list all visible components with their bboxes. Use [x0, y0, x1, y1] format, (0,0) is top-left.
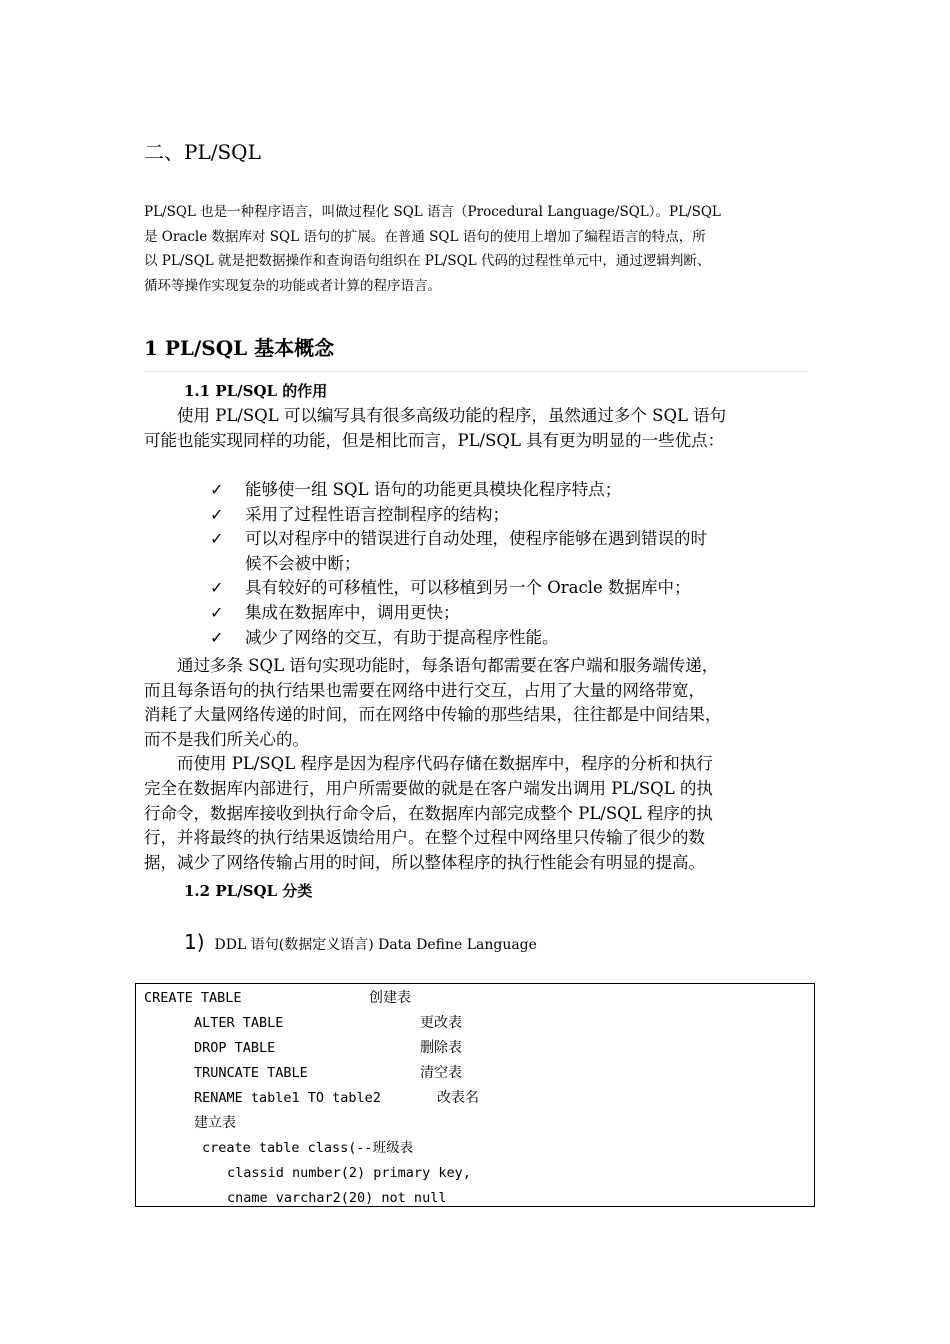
command-name: ALTER TABLE: [194, 1015, 284, 1031]
list-item: ✓ 能够使一组 SQL 语句的功能更具模块化程序特点；: [210, 478, 707, 503]
list-item: ✓ 集成在数据库中，调用更快；: [210, 601, 707, 626]
code-line: cname varchar2(20) not null: [227, 1190, 447, 1206]
section-title: 二、PL/SQL: [144, 140, 261, 164]
paragraph-line: 行命令，数据库接收到执行命令后，在数据库内部完成整个 PL/SQL 程序的执: [144, 803, 713, 823]
paragraph-line: 完全在数据库内部进行，用户所需要做的就是在客户端发出调用 PL/SQL 的执: [144, 778, 713, 798]
code-line: create table class(--班级表: [202, 1140, 414, 1156]
heading-classification: 1.2 PL/SQL 分类: [184, 882, 313, 900]
intro-line: 以 PL/SQL 就是把数据操作和查询语句组织在 PL/SQL 代码的过程性单元中，通过逻辑判断、: [144, 253, 711, 269]
command-description: 改表名: [437, 1090, 479, 1106]
paragraph-line: 消耗了大量网络传递的时间，而在网络中传输的那些结果，往往都是中间结果，: [144, 705, 722, 725]
paragraph-line: 使用 PL/SQL 可以编写具有很多高级功能的程序，虽然通过多个 SQL 语句: [144, 406, 727, 425]
code-subtitle: 建立表: [194, 1115, 236, 1131]
list-item: ✓ 可以对程序中的错误进行自动处理，使程序能够在遇到错误的时: [210, 527, 707, 552]
ddl-subheading: [184, 930, 537, 954]
list-item: ✓ 具有较好的可移植性，可以移植到另一个 Oracle 数据库中；: [210, 576, 707, 601]
paragraph-line: 通过多条 SQL 语句实现功能时，每条语句都需要在客户端和服务端传递，: [144, 656, 719, 675]
list-item-continuation: 候不会被中断；: [245, 553, 361, 573]
check-icon: ✓: [210, 627, 224, 647]
ddl-code-box: [135, 983, 815, 1207]
command-description: 更改表: [420, 1015, 462, 1031]
list-item: ✓ 减少了网络的交互，有助于提高程序性能。: [210, 626, 707, 651]
item-number: 1): [184, 930, 205, 954]
heading-divider: [144, 371, 808, 372]
heading-purpose: 1.1 PL/SQL 的作用: [184, 382, 328, 400]
paragraph-line: 而不是我们所关心的。: [144, 729, 309, 749]
item-text: DDL 语句(数据定义语言) Data Define Language: [214, 937, 537, 953]
paragraph-line: 可能也能实现同样的功能，但是相比而言，PL/SQL 具有更为明显的一些优点：: [144, 430, 725, 450]
paragraph-line: 而使用 PL/SQL 程序是因为程序代码存储在数据库中，程序的分析和执行: [144, 754, 713, 774]
command-name: TRUNCATE TABLE: [194, 1065, 308, 1081]
heading-basic-concepts: 1 PL/SQL 基本概念: [144, 336, 335, 360]
advantages-list: [210, 478, 707, 650]
command-name: DROP TABLE: [194, 1040, 276, 1056]
intro-line: 循环等操作实现复杂的功能或者计算的程序语言。: [144, 277, 441, 294]
command-name: RENAME table1 TO table2: [194, 1090, 381, 1106]
intro-line: PL/SQL 也是一种程序语言，叫做过程化 SQL 语言（Procedural Language/SQL）。PL/SQL: [144, 204, 721, 220]
paragraph-line: 据，减少了网络传输占用的时间，所以整体程序的执行性能会有明显的提高。: [144, 852, 705, 872]
check-icon: ✓: [210, 578, 224, 598]
code-line: classid number(2) primary key,: [227, 1165, 471, 1181]
check-icon: ✓: [210, 529, 224, 549]
check-icon: ✓: [210, 602, 224, 622]
intro-paragraph: [144, 200, 810, 298]
check-icon: ✓: [210, 504, 224, 524]
command-name: CREATE TABLE: [144, 990, 242, 1006]
intro-line: 是 Oracle 数据库对 SQL 语句的扩展。在普通 SQL 语句的使用上增加了编程语言的特点，所: [144, 228, 706, 245]
paragraph-line: 行，并将最终的执行结果返馈给用户。在整个过程中网络里只传输了很少的数: [144, 828, 705, 848]
check-icon: ✓: [210, 480, 224, 499]
command-description: 删除表: [420, 1040, 462, 1056]
paragraph-line: 而且每条语句的执行结果也需要在网络中进行交互，占用了大量的网络带宽，: [144, 680, 705, 700]
command-description: 清空表: [420, 1065, 462, 1081]
list-item: ✓ 采用了过程性语言控制程序的结构；: [210, 503, 707, 528]
purpose-paragraph: [144, 404, 824, 453]
network-paragraph: [144, 654, 824, 875]
command-description: 创建表: [369, 990, 411, 1006]
